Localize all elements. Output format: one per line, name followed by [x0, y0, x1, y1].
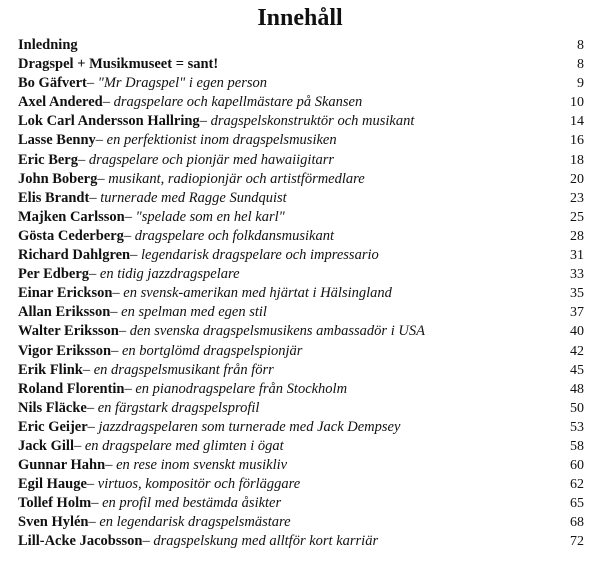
entry-name: Per Edberg: [18, 266, 90, 283]
entry-name: Allan Eriksson: [18, 304, 111, 321]
entry-page-number: 8: [577, 38, 584, 53]
toc-entry: [18, 246, 584, 265]
entry-description: – en profil med bestämda åsikter: [91, 495, 282, 512]
toc-entry: [18, 532, 584, 551]
entry-page-number: 50: [570, 400, 584, 416]
entry-page-number: 20: [570, 171, 584, 187]
entry-page-number: 23: [570, 190, 584, 206]
toc-entry: [18, 399, 584, 418]
entry-page-number: 37: [570, 305, 584, 321]
entry-description: – "spelade som en hel karl": [124, 208, 285, 225]
entry-page-number: 42: [570, 343, 584, 359]
toc-entry: [18, 494, 584, 513]
entry-page-number: 14: [570, 114, 584, 130]
toc-entry: [18, 513, 584, 532]
entry-page-number: 25: [570, 209, 584, 225]
entry-name: Vigor Eriksson: [18, 342, 112, 359]
entry-name: Egil Hauge: [18, 476, 87, 493]
entry-name: Majken Carlsson: [18, 208, 125, 225]
entry-description: – en spelman med egen stil: [110, 304, 267, 321]
entry-name: Jack Gill: [18, 437, 74, 454]
entry-description: – en legendarisk dragspelsmästare: [88, 514, 291, 531]
entry-page-number: 60: [570, 458, 584, 474]
entry-page-number: 16: [570, 133, 584, 149]
entry-description: – "Mr Dragspel" i egen person: [86, 75, 267, 92]
entry-description: – dragspelare och kapellmästare på Skansen: [102, 94, 363, 111]
toc-entry: [18, 93, 584, 112]
entry-name: Walter Eriksson: [18, 323, 119, 340]
entry-description: – en pianodragspelare från Stockholm: [124, 380, 348, 397]
entry-description: – dragspelskonstruktör och musikant: [199, 113, 415, 130]
toc-entry: [18, 55, 584, 74]
entry-name: Einar Erickson: [18, 285, 113, 302]
entry-description: – en rese inom svenskt musikliv: [105, 457, 288, 474]
entry-page-number: 58: [570, 438, 584, 454]
toc-entry: [18, 303, 584, 322]
toc-entry: [18, 36, 584, 55]
entry-page-number: 10: [570, 95, 584, 111]
entry-page-number: 68: [570, 515, 584, 531]
entry-page-number: 31: [570, 248, 584, 264]
toc-entry: [18, 265, 584, 284]
entry-description: – en perfektionist inom dragspelsmusiken: [95, 132, 337, 149]
entry-name: Lill-Acke Jacobsson: [18, 533, 143, 550]
entry-description: – en dragspelare med glimten i ögat: [74, 437, 284, 454]
entry-page-number: 8: [577, 57, 584, 73]
toc-entry: [18, 208, 584, 227]
entry-description: – virtuos, kompositör och förläggare: [86, 476, 301, 493]
entry-name: Lok Carl Andersson Hallring: [18, 113, 200, 130]
entry-name: Axel Andered: [18, 94, 103, 111]
entry-name: Eric Geijer: [18, 418, 88, 435]
entry-page-number: 28: [570, 228, 584, 244]
entry-description: – en svensk-amerikan med hjärtat i Hälsingland: [112, 285, 392, 302]
toc-entry: [18, 456, 584, 475]
entry-page-number: 9: [577, 76, 584, 92]
toc-entry: [18, 361, 584, 380]
entry-page-number: 53: [570, 419, 584, 435]
entry-name: Elis Brandt: [18, 189, 90, 206]
entry-name: Tollef Holm: [18, 495, 92, 512]
toc-list: [18, 36, 584, 552]
entry-name: Gösta Cederberg: [18, 227, 124, 244]
entry-description: – en bortglömd dragspelspionjär: [111, 342, 303, 359]
entry-page-number: 48: [570, 381, 584, 397]
entry-page-number: 72: [570, 534, 584, 550]
entry-description: – den svenska dragspelsmusikens ambassadör i USA: [118, 323, 425, 340]
entry-page-number: 45: [570, 362, 584, 378]
entry-name: Roland Florentin: [18, 380, 125, 397]
entry-name: Inledning: [18, 37, 78, 53]
entry-description: – dragspelare och folkdansmusikant: [123, 227, 335, 244]
toc-entry: [18, 189, 584, 208]
entry-name: Nils Fläcke: [18, 399, 87, 416]
toc-entry: [18, 284, 584, 303]
toc-entry: [18, 131, 584, 150]
entry-page-number: 35: [570, 286, 584, 302]
toc-entry: [18, 151, 584, 170]
toc-entry: [18, 322, 584, 341]
entry-page-number: 65: [570, 496, 584, 512]
toc-entry: [18, 437, 584, 456]
entry-name: Dragspel + Musikmuseet = sant!: [18, 56, 219, 73]
toc-entry: [18, 342, 584, 361]
entry-description: – en färgstark dragspelsprofil: [86, 399, 260, 416]
entry-page-number: 40: [570, 324, 584, 340]
entry-page-number: 62: [570, 477, 584, 493]
entry-name: Sven Hylén: [18, 514, 89, 531]
entry-description: – dragspelare och pionjär med hawaiigitarr: [78, 151, 335, 168]
toc-entry: [18, 475, 584, 494]
toc-entry: [18, 170, 584, 189]
entry-description: – turnerade med Ragge Sundquist: [89, 189, 287, 206]
entry-description: – legendarisk dragspelare och impressario: [130, 247, 379, 264]
entry-page-number: 33: [570, 267, 584, 283]
entry-name: John Boberg: [18, 170, 98, 187]
entry-name: Erik Flink: [18, 361, 83, 378]
entry-name: Richard Dahlgren: [18, 247, 131, 264]
toc-entry: [18, 74, 584, 93]
entry-description: – musikant, radiopionjär och artistförmedlare: [97, 170, 365, 187]
toc-entry: [18, 418, 584, 437]
entry-description: – en tidig jazzdragspelare: [89, 266, 240, 283]
entry-name: Bo Gäfvert: [18, 75, 87, 92]
page-title: Innehåll: [257, 5, 343, 31]
entry-description: – jazzdragspelaren som turnerade med Jack Dempsey: [87, 418, 401, 435]
toc-entry: [18, 227, 584, 246]
entry-page-number: 18: [570, 152, 584, 168]
toc-entry: [18, 112, 584, 131]
entry-description: – en dragspelsmusikant från förr: [82, 361, 274, 378]
entry-name: Gunnar Hahn: [18, 457, 106, 474]
entry-name: Lasse Benny: [18, 132, 96, 149]
toc-entry: [18, 380, 584, 399]
entry-description: – dragspelskung med alltför kort karriär: [142, 533, 379, 550]
entry-name: Eric Berg: [18, 151, 78, 168]
